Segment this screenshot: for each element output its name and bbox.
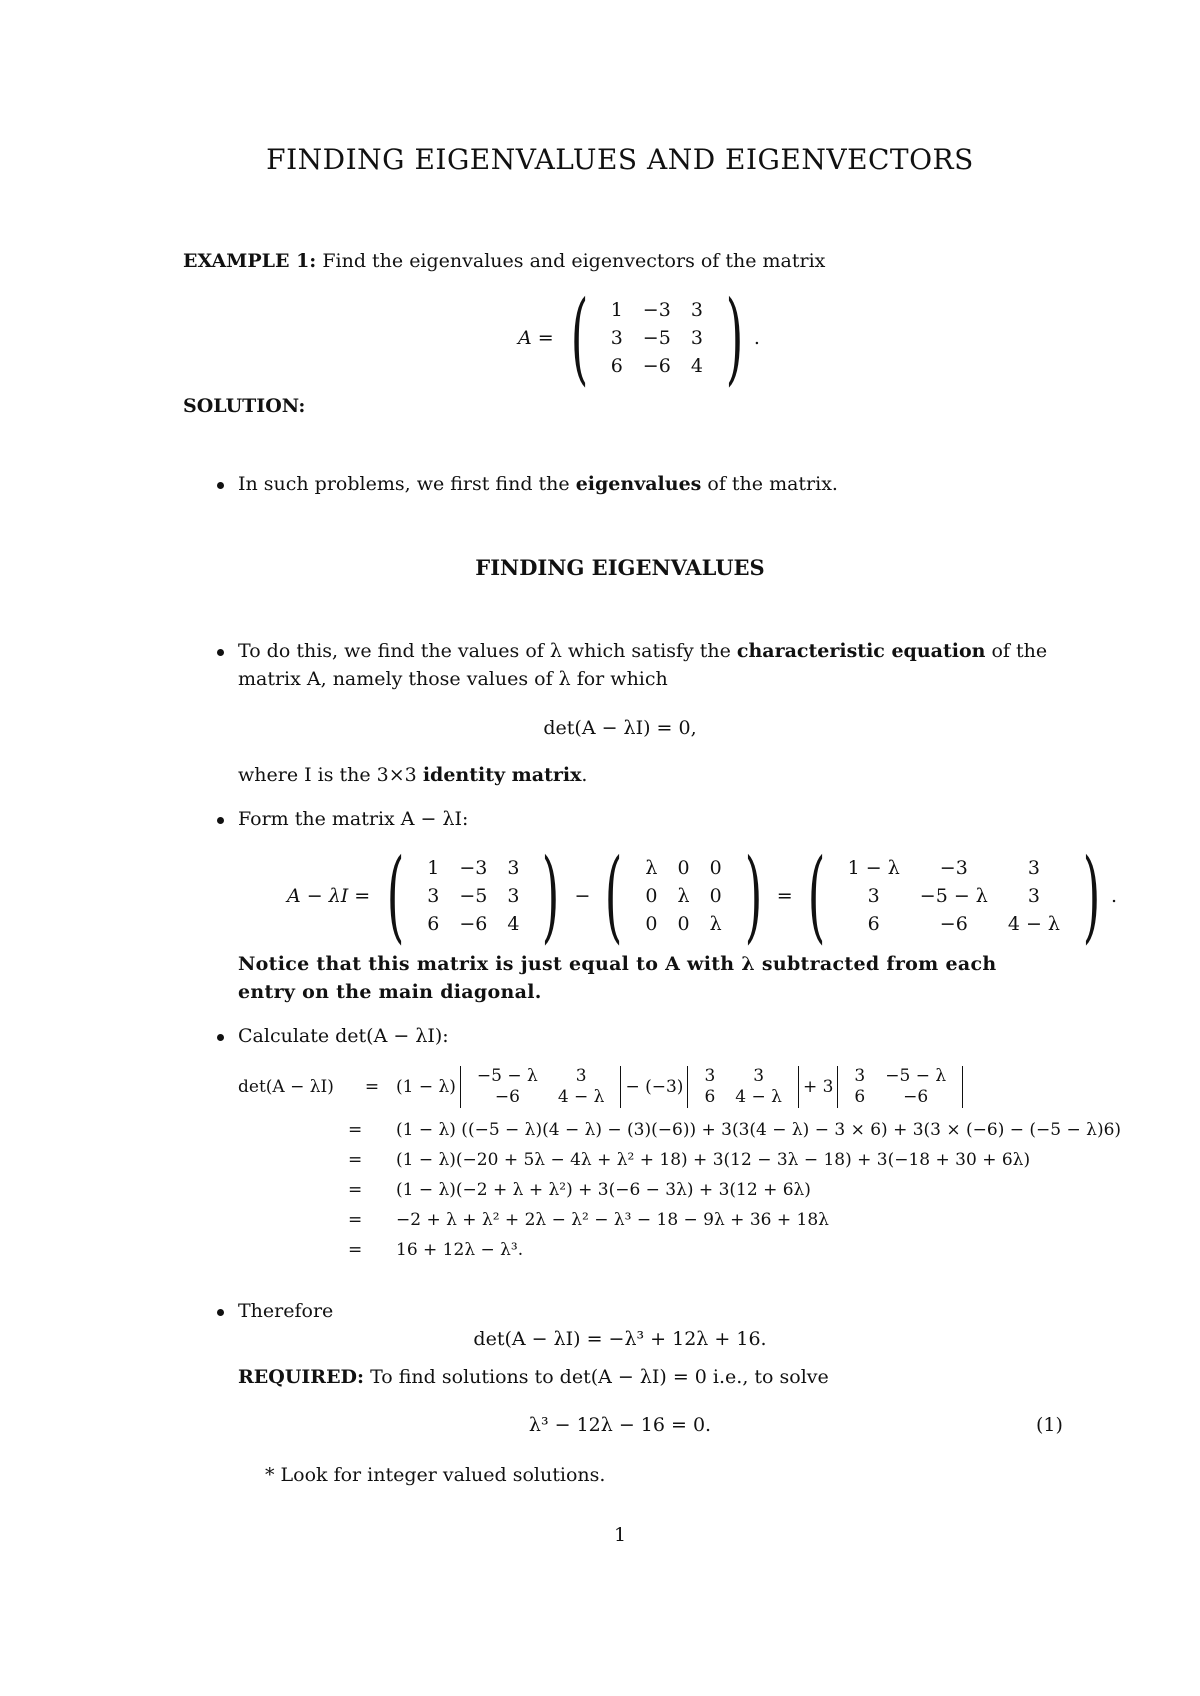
bullet1-text: In such problems, we first find the eigenvalues of the matrix.: [238, 473, 838, 495]
det-eq-sign: =: [348, 1240, 363, 1260]
det-eq-sign: =: [348, 1180, 363, 1200]
page-title: FINDING EIGENVALUES AND EIGENVECTORS: [266, 143, 974, 176]
matrix-lambda-i: λ 0 0 0 λ 0 0 0 λ: [645, 857, 722, 935]
notice-line1: Notice that this matrix is just equal to A with λ subtracted from each: [238, 953, 997, 975]
det-minor-3: 3 −5 − λ 6 −6: [854, 1066, 947, 1107]
det-eq-sign: =: [348, 1150, 363, 1170]
det-line-4: −2 + λ + λ² + 2λ − λ² − λ³ − 18 − 9λ + 36 + 18λ: [396, 1210, 829, 1230]
bullet2-line1: To do this, we find the values of λ which satisfy the characteristic equation of the: [238, 640, 1048, 662]
example-text: Find the eigenvalues and eigenvectors of the matrix: [316, 250, 826, 272]
where-text: where I is the 3×3 identity matrix.: [238, 764, 588, 786]
bullet-icon: [217, 1309, 224, 1316]
det-minor-2: 3 3 6 4 − λ: [704, 1066, 782, 1107]
det-minor-1: −5 − λ 3 −6 4 − λ: [476, 1066, 605, 1107]
bullet5-text: Therefore: [238, 1300, 334, 1322]
required-statement: REQUIRED: To find solutions to det(A − λI) = 0 i.e., to solve: [238, 1366, 829, 1388]
notice-line2: entry on the main diagonal.: [238, 981, 542, 1003]
section-heading: FINDING EIGENVALUES: [475, 555, 765, 580]
example-label: EXAMPLE 1:: [183, 250, 317, 272]
matrix-a-label: A =: [518, 327, 554, 349]
det-line-1: (1 − λ) ((−5 − λ)(4 − λ) − (3)(−6)) + 3(3(4 − λ) − 3 × 6) + 3(3 × (−6) − (−5 − λ)6): [396, 1120, 1122, 1140]
det-expansion: det(A − λI) = (1 − λ) −5 − λ 3 −6 4 − λ − (−3) 3 3 6 4 − λ + 3 3 −5 − λ 6 −6: [238, 1066, 963, 1108]
right-paren: ): [725, 279, 744, 396]
characteristic-equation: det(A − λI) = 0,: [543, 717, 697, 739]
star-note: * Look for integer valued solutions.: [265, 1464, 606, 1486]
det-line-2: (1 − λ)(−20 + 5λ − 4λ + λ² + 18) + 3(12 − 3λ − 18) + 3(−18 + 30 + 6λ): [396, 1150, 1031, 1170]
matrix-a: 1 −3 3 3 −5 3 6 −6 4: [610, 299, 703, 377]
page-number: 1: [613, 1524, 627, 1546]
equation-number: (1): [1036, 1414, 1063, 1436]
bullet2-line2: matrix A, namely those values of λ for which: [238, 668, 668, 690]
bullet-icon: [217, 817, 224, 824]
det-line-3: (1 − λ)(−2 + λ + λ²) + 3(−6 − 3λ) + 3(12 + 6λ): [396, 1180, 811, 1200]
det-eq-sign: =: [348, 1210, 363, 1230]
a-minus-lambda-i-equation: A − λI = ( 1 −3 3 3 −5 3 6 −6 4 ) − ( λ 0 0 0 λ 0 0 0 λ ) = ( 1 − λ −3 3 3 −5 − λ 3 6 −6 4 − λ ) .: [287, 837, 1118, 954]
left-paren: (: [570, 279, 588, 396]
matrix-a-copy: 1 −3 3 3 −5 3 6 −6 4: [427, 857, 520, 935]
bullet-icon: [217, 649, 224, 656]
solution-label: SOLUTION:: [183, 395, 306, 417]
bullet4-text: Calculate det(A − λI):: [238, 1025, 449, 1047]
cubic-equation: λ³ − 12λ − 16 = 0.: [528, 1414, 712, 1436]
bullet3-text: Form the matrix A − λI:: [238, 808, 469, 830]
example-statement: [183, 250, 825, 272]
bullet-icon: [217, 482, 224, 489]
therefore-equation: det(A − λI) = −λ³ + 12λ + 16.: [473, 1328, 767, 1350]
bullet-icon: [217, 1034, 224, 1041]
det-eq-sign: =: [348, 1120, 363, 1140]
matrix-a-minus-lambda-i: 1 − λ −3 3 3 −5 − λ 3 6 −6 4 − λ: [847, 857, 1060, 935]
det-line-5: 16 + 12λ − λ³.: [396, 1240, 524, 1260]
matrix-a-equation: A = ( 1 −3 3 3 −5 3 6 −6 4 ) .: [518, 279, 760, 396]
